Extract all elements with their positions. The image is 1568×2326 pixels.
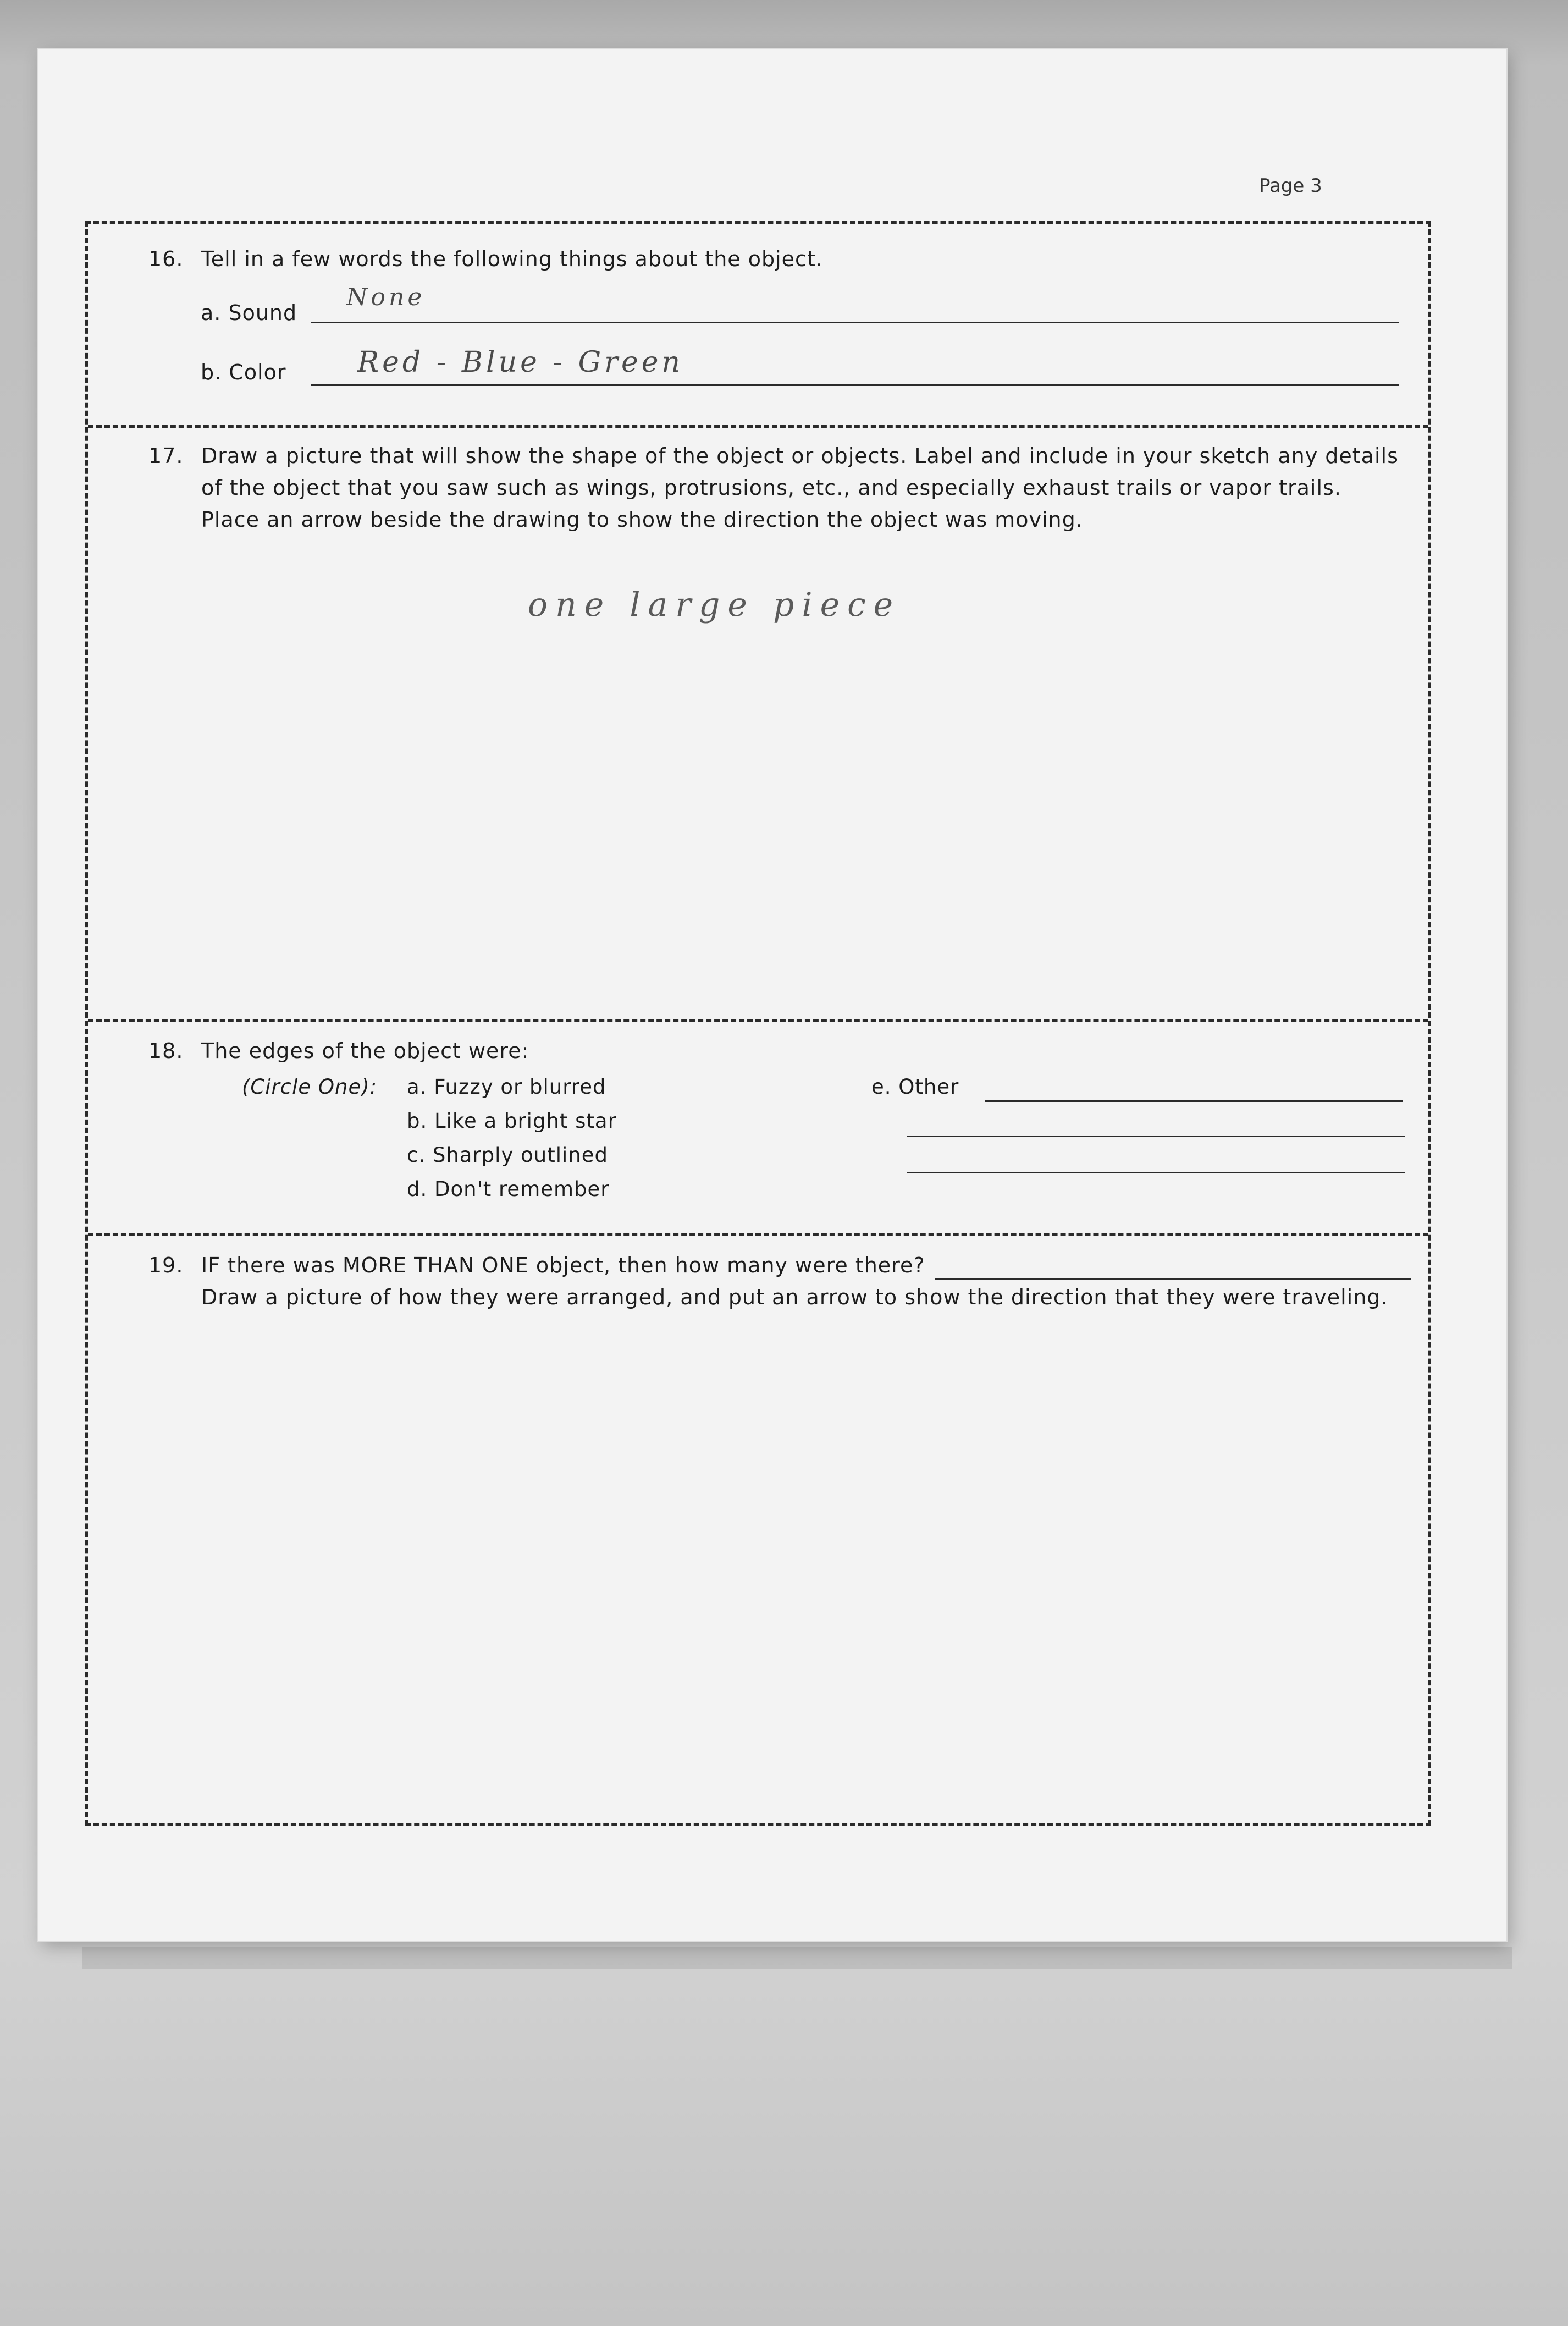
question-17-line1: [148, 444, 1399, 468]
question-19-text-1: IF there was MORE THAN ONE object, then how many were there?: [201, 1253, 925, 1277]
question-16-prompt: Tell in a few words the following things about the object.: [201, 247, 823, 271]
question-19-line1: [148, 1253, 925, 1277]
question-17-number: 17.: [148, 444, 184, 468]
circle-one-label: (Circle One):: [242, 1075, 378, 1099]
question-18: [148, 1039, 529, 1063]
sheet-shadow: [82, 1947, 1512, 1969]
question-17-text-1: Draw a picture that will show the shape of the object or objects. Label and include in your sketch any details: [201, 444, 1399, 468]
question-17-line3: Place an arrow beside the drawing to show the direction the object was moving.: [201, 508, 1083, 532]
question-16: [148, 247, 823, 271]
question-18-number: 18.: [148, 1039, 184, 1063]
edge-option-a[interactable]: a. Fuzzy or blurred: [407, 1075, 606, 1099]
sound-answer: None: [346, 283, 426, 311]
edge-option-c[interactable]: c. Sharply outlined: [407, 1143, 608, 1167]
other-answer-line-2[interactable]: [907, 1136, 1405, 1137]
other-answer-line-3[interactable]: [907, 1172, 1405, 1173]
question-19-number: 19.: [148, 1253, 184, 1277]
divider-16-17: [88, 425, 1428, 428]
question-17-line2: of the object that you saw such as wings, protrusions, etc., and especially exhaust trails or vapor trails.: [201, 476, 1341, 500]
color-answer: Red - Blue - Green: [357, 346, 684, 379]
questionnaire-form: [85, 221, 1431, 1826]
question-16-number: 16.: [148, 247, 184, 271]
color-answer-line[interactable]: [311, 384, 1399, 386]
color-label: b. Color: [201, 360, 286, 384]
sketch-answer: one large piece: [528, 586, 901, 624]
divider-17-18: [88, 1019, 1428, 1022]
object-count-line[interactable]: [935, 1278, 1411, 1280]
divider-18-19: [88, 1233, 1428, 1236]
edge-option-d[interactable]: d. Don't remember: [407, 1177, 610, 1201]
page-number: Page 3: [1259, 175, 1322, 197]
question-19-line2: Draw a picture of how they were arranged, and put an arrow to show the direction that they were traveling.: [201, 1285, 1388, 1309]
question-18-prompt: The edges of the object were:: [201, 1039, 529, 1063]
edge-option-e: e. Other: [871, 1075, 959, 1099]
sound-label: a. Sound: [201, 301, 297, 325]
sound-answer-line[interactable]: [311, 322, 1399, 323]
other-answer-line-1[interactable]: [985, 1100, 1403, 1102]
edge-option-b[interactable]: b. Like a bright star: [407, 1109, 617, 1133]
